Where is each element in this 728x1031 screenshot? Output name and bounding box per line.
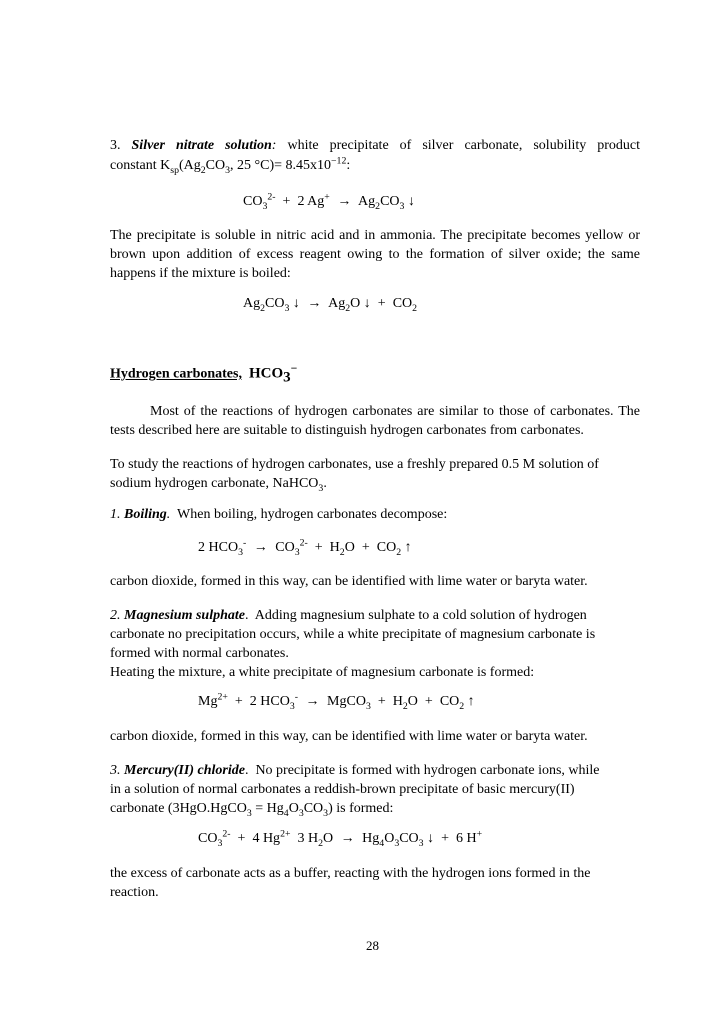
eq-term: CO: [275, 540, 295, 555]
mercury-text: No precipitate is formed with hydrogen carbonate ions, while: [255, 763, 600, 778]
boiling-title: Boiling: [124, 507, 167, 522]
mercury-sub: 3: [298, 807, 304, 819]
ksp-sub-2: 2: [200, 164, 206, 176]
silver-paragraph: The precipitate is soluble in nitric acid and in ammonia. The precipitate becomes yellow or brown upon addition of excess reagent owing to the formation of silver oxide; the same happens if the mixture is boiled:: [110, 228, 640, 281]
eq-term: Hg: [362, 831, 380, 846]
eq-term: O: [350, 296, 361, 311]
ksp-value: , 25 °C)= 8.45x10: [230, 158, 332, 173]
heading-text: Hydrogen carbonates,: [110, 366, 242, 382]
eq-term: O: [344, 540, 355, 555]
eq-sub: 2: [402, 700, 408, 712]
eq-term: O: [323, 831, 334, 846]
eq-sup: +: [324, 191, 330, 203]
eq-plus: +: [424, 694, 433, 709]
magnesium-title: Magnesium sulphate: [124, 608, 245, 623]
eq-plus: +: [361, 540, 370, 555]
equation-silver-oxide: [243, 296, 417, 312]
silver-number: 3.: [110, 138, 121, 153]
equation-silver-carbonate: [243, 191, 415, 212]
precipitate-arrow-icon: ↓: [292, 296, 300, 311]
eq-sup: 2-: [299, 537, 308, 549]
eq-sub: 2: [339, 546, 345, 558]
mercury-line-1: [110, 761, 640, 780]
mercury-text: ) is formed:: [328, 801, 394, 816]
eq-term: 3 H: [297, 831, 319, 846]
eq-sup: -: [242, 537, 247, 549]
study-text: sodium hydrogen carbonate, NaHCO: [110, 476, 319, 491]
silver-text-1: white precipitate of silver carbonate, solubility product: [287, 138, 641, 153]
section-heading: [110, 362, 297, 386]
eq-sub: 3: [284, 302, 290, 314]
magnesium-line-2: carbonate no precipitation occurs, while a white precipitate of magnesium carbonate is: [110, 627, 596, 642]
reaction-arrow-icon: →: [253, 540, 268, 555]
boiling-text: When boiling, hydrogen carbonates decompose:: [177, 507, 448, 522]
precipitate-arrow-icon: ↓: [407, 194, 415, 209]
mercury-line-3: [110, 799, 640, 818]
eq-term: CO: [243, 194, 263, 209]
eq-plus: +: [234, 694, 243, 709]
precipitate-arrow-icon: ↓: [427, 831, 435, 846]
magnesium-after: carbon dioxide, formed in this way, can be identified with lime water or baryta water.: [110, 729, 588, 744]
study-dot: .: [323, 476, 327, 491]
eq-sub: 2: [396, 546, 402, 558]
eq-sub: 3: [294, 546, 300, 558]
eq-plus: +: [377, 694, 386, 709]
eq-term: 2 HCO: [198, 540, 239, 555]
equation-magnesium: [198, 691, 475, 712]
heading-formula: HCO: [248, 365, 284, 382]
eq-sup: 2-: [267, 191, 276, 203]
eq-sub: 3: [394, 837, 400, 849]
boiling-after: carbon dioxide, formed in this way, can be identified with lime water or baryta water.: [110, 574, 588, 589]
ksp-label: constant K: [110, 158, 171, 173]
study-line-2: [110, 474, 640, 493]
study-sub: 3: [318, 482, 324, 494]
eq-sub: 3: [418, 837, 424, 849]
eq-plus: +: [441, 831, 449, 846]
eq-term: CO: [380, 194, 400, 209]
eq-term: 6 H: [455, 831, 477, 846]
eq-term: 2 Ag: [297, 194, 325, 209]
ksp-exponent: −12: [331, 155, 347, 167]
eq-sup: -: [294, 691, 299, 703]
eq-term: CO: [439, 694, 460, 709]
magnesium-line-4: Heating the mixture, a white precipitate of magnesium carbonate is formed:: [110, 665, 535, 680]
silver-line-1: [110, 136, 640, 155]
heading-sup: −: [290, 362, 298, 375]
boiling-line: [110, 505, 640, 524]
equation-mercury: [198, 828, 483, 849]
eq-term: MgCO: [327, 694, 366, 709]
eq-term: CO: [198, 831, 218, 846]
ksp-part-2: CO: [205, 158, 226, 173]
eq-term: H: [392, 694, 403, 709]
eq-term: 4 Hg: [252, 831, 281, 846]
eq-sup: 2+: [280, 828, 291, 840]
eq-plus: +: [237, 831, 246, 846]
gas-arrow-icon: ↑: [404, 540, 412, 555]
eq-sup: 2-: [222, 828, 231, 840]
eq-sub: 3: [399, 200, 405, 212]
silver-title: Silver nitrate solution: [131, 138, 272, 153]
eq-term: CO: [376, 540, 397, 555]
eq-sub: 2: [459, 700, 465, 712]
eq-sub: 3: [217, 837, 223, 849]
reaction-arrow-icon: →: [305, 694, 320, 709]
mercury-sub: 3: [246, 807, 252, 819]
magnesium-number: 2.: [110, 608, 121, 623]
boiling-dot: .: [166, 507, 171, 522]
eq-term: Ag: [358, 194, 376, 209]
eq-sub: 2: [375, 200, 381, 212]
boiling-number: 1.: [110, 507, 121, 522]
eq-term: CO: [265, 296, 285, 311]
ksp-colon: :: [346, 158, 351, 173]
mercury-number: 3.: [110, 763, 121, 778]
mercury-after-1: the excess of carbonate acts as a buffer, reacting with the hydrogen ions formed in the: [110, 866, 591, 881]
precipitate-arrow-icon: ↓: [363, 296, 371, 311]
mercury-sub: 4: [283, 807, 289, 819]
ksp-sub-3: 3: [225, 164, 231, 176]
heading-sub: 3: [283, 369, 291, 386]
ksp-part: (Ag: [178, 158, 201, 173]
eq-term: Ag: [328, 296, 346, 311]
reaction-arrow-icon: →: [340, 831, 355, 846]
magnesium-dot: .: [244, 608, 249, 623]
eq-term: CO: [392, 296, 413, 311]
eq-sup: +: [476, 828, 483, 840]
mercury-sub: 3: [323, 807, 329, 819]
eq-term: 2 HCO: [249, 694, 290, 709]
eq-term: O: [407, 694, 418, 709]
eq-term: Mg: [198, 694, 218, 709]
reaction-arrow-icon: →: [307, 296, 322, 311]
eq-sub: 3: [289, 700, 295, 712]
mercury-dot: .: [244, 763, 249, 778]
eq-term: CO: [399, 831, 419, 846]
eq-sub: 2: [345, 302, 351, 314]
magnesium-line-3: formed with normal carbonates.: [110, 646, 289, 661]
mercury-text: = Hg: [251, 801, 284, 816]
eq-term: Ag: [243, 296, 261, 311]
eq-plus: +: [377, 296, 386, 311]
eq-sub: 2: [260, 302, 266, 314]
eq-sub: 2: [318, 837, 324, 849]
silver-line-2: [110, 156, 640, 175]
reaction-arrow-icon: →: [337, 194, 352, 209]
intro-paragraph: Most of the reactions of hydrogen carbonates are similar to those of carbonates. The tests described here are suitable to distinguish hydrogen carbonates from carbonates.: [110, 404, 640, 438]
eq-sub: 3: [262, 200, 268, 212]
study-line-1: To study the reactions of hydrogen carbonates, use a freshly prepared 0.5 M solution of: [110, 457, 599, 472]
mercury-text: carbonate (3HgO.HgCO: [110, 801, 247, 816]
page-number: 28: [366, 938, 379, 953]
mercury-text: O: [288, 801, 299, 816]
eq-sup: 2+: [217, 691, 228, 703]
eq-plus: +: [314, 540, 323, 555]
eq-sub: 3: [365, 700, 371, 712]
silver-colon: :: [271, 138, 277, 153]
equation-boiling: [198, 537, 412, 558]
eq-sub: 2: [412, 302, 418, 314]
mercury-title: Mercury(II) chloride: [124, 763, 245, 778]
gas-arrow-icon: ↑: [467, 694, 475, 709]
ksp-sub: sp: [170, 164, 179, 176]
magnesium-line-1: [110, 606, 640, 625]
eq-term: H: [329, 540, 340, 555]
eq-plus: +: [282, 194, 291, 209]
eq-sub: 3: [238, 546, 243, 558]
eq-term: O: [384, 831, 395, 846]
mercury-line-2: in a solution of normal carbonates a reddish-brown precipitate of basic mercury(II): [110, 782, 575, 797]
eq-sub: 4: [379, 837, 385, 849]
magnesium-text: Adding magnesium sulphate to a cold solution of hydrogen: [254, 608, 587, 623]
mercury-after-2: reaction.: [110, 885, 159, 900]
mercury-text: CO: [303, 801, 324, 816]
